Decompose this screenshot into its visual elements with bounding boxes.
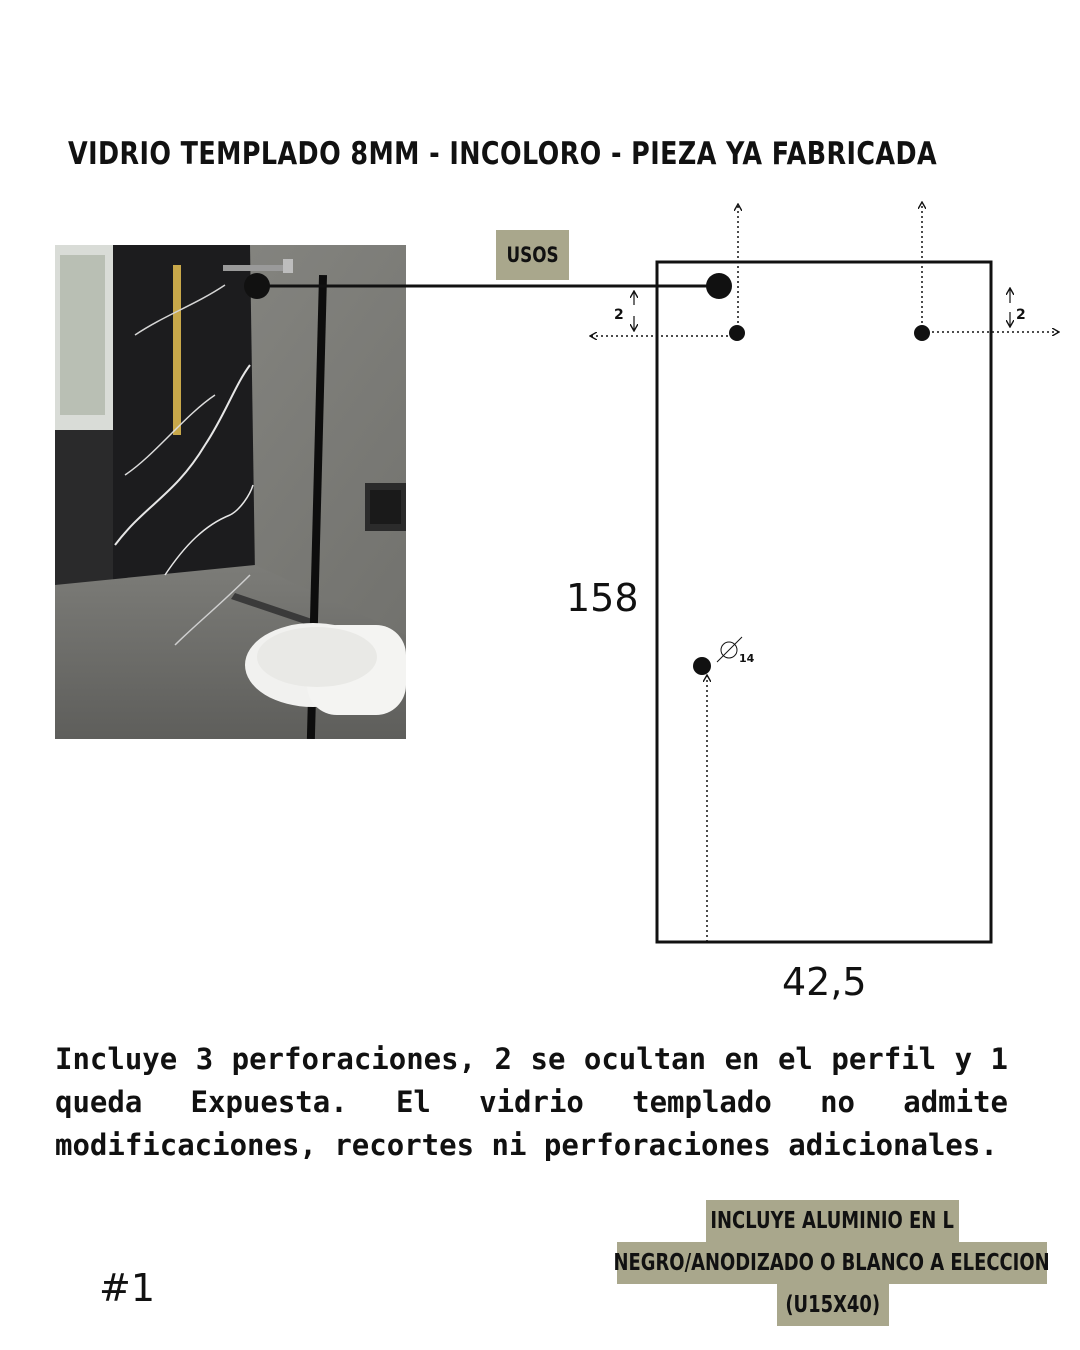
aluminum-note [613,1200,1051,1328]
hole-diameter-label: 14 [739,652,755,665]
note-line-3-box [777,1284,889,1326]
note-line-2: NEGRO/ANODIZADO O BLANCO A ELECCION [613,1250,1051,1276]
note-line-3: (U15X40) [785,1292,881,1318]
photo-hole-marker [244,273,270,299]
width-dimension-label: 42,5 [782,960,867,1004]
right-offset-label: 2 [1016,307,1026,323]
left-offset-label: 2 [614,307,624,323]
page-number: #1 [99,1266,156,1310]
note-line-1: INCLUYE ALUMINIO EN L [710,1208,955,1234]
top-right-hole [914,325,930,341]
exposed-hole [693,657,711,675]
note-line-2-box [613,1242,1051,1284]
top-left-hole [729,325,745,341]
description-text: Incluye 3 perforaciones, 2 se ocultan en el perfil y 1 queda Expuesta. El vidrio templado no admite modificaciones, recortes ni perforaciones adicionales. [55,1042,1008,1162]
height-dimension-label: 158 [566,576,639,620]
diagram-hole-marker [706,273,732,299]
note-line-1-box [706,1200,959,1242]
usos-label: USOS [506,243,559,267]
page-title: VIDRIO TEMPLADO 8MM - INCOLORO - PIEZA YA FABRICADA [68,136,938,172]
